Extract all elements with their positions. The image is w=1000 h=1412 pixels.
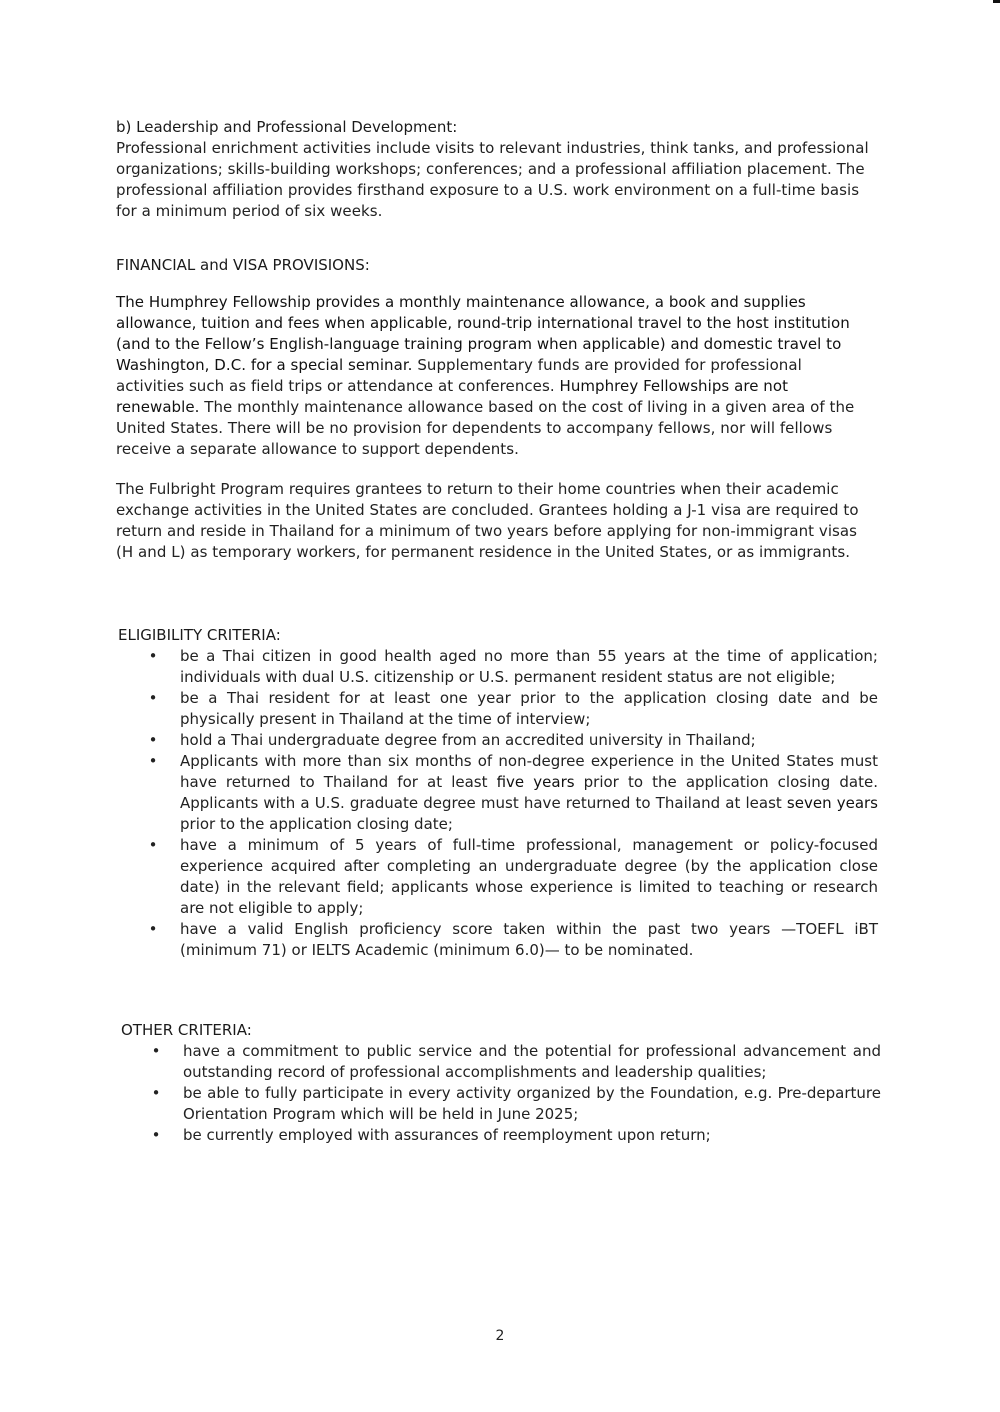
list-item: • hold a Thai undergraduate degree from an accredited university in Thailand; bbox=[148, 731, 756, 749]
five-years-text: five years bbox=[496, 773, 575, 791]
list-item: • Applicants with more than six months of non-degree experience in the United States must have returned to Thailand for at least five years prior to the application closing date. Applicants with a U.S. graduate degree must have returned to Thailand at least seven years prior to the application closing date; bbox=[148, 752, 878, 833]
bullet-icon: • bbox=[148, 836, 158, 854]
other-criteria-heading: OTHER CRITERIA: bbox=[121, 1021, 252, 1039]
fulbright-paragraph: The Fulbright Program requires grantees to return to their home countries when their academic exchange activities in the United States are concluded. Grantees holding a J-1 visa are required to return and reside in Thailand for a minimum of two years before applying for non-immigrant visas (H and L) as temporary workers, for permanent residence in the United States, or as immigrants. bbox=[116, 480, 859, 561]
bullet-icon: • bbox=[151, 1084, 161, 1102]
financial-regular-text: Supplementary funds are provided for professional activities such as field trips or attendance at conferences. bbox=[116, 356, 802, 395]
bullet-icon: • bbox=[148, 689, 158, 707]
list-item: • be a Thai resident for at least one year prior to the application closing date and be physically present in Thailand at the time of interview; bbox=[148, 689, 878, 728]
financial-section bbox=[116, 255, 876, 276]
eligibility-list bbox=[118, 646, 878, 961]
leadership-section bbox=[116, 117, 876, 222]
seven-years-text: seven years bbox=[786, 794, 878, 812]
bullet-icon: • bbox=[148, 752, 158, 770]
leadership-body: Professional enrichment activities include visits to relevant industries, think tanks, and professional organizations; skills-building workshops; conferences; and a professional affiliation placement. The professional affiliation provides firsthand exposure to a U.S. work environment on a full-time basis for a minimum period of six weeks. bbox=[116, 139, 869, 220]
list-item: • be able to fully participate in every activity organized by the Foundation, e.g. Pre-departure Orientation Program which will be held in June 2025; bbox=[151, 1084, 881, 1123]
financial-heading: FINANCIAL and VISA PROVISIONS: bbox=[116, 256, 370, 274]
financial-regular-text-2: The monthly maintenance allowance based on the cost of living in a given area of the United States. There will be no provision for dependents to accompany fellows, nor will fellows receive a separate allowance to support dependents. bbox=[116, 398, 855, 458]
bullet-icon: • bbox=[148, 920, 158, 938]
other-criteria-list bbox=[121, 1041, 881, 1146]
bullet-icon: • bbox=[148, 647, 158, 665]
bullet-icon: • bbox=[151, 1126, 161, 1144]
list-item: • have a minimum of 5 years of full-time professional, management or policy-focused experience acquired after completing an undergraduate degree (by the application close date) in the relevant field; applicants whose experience is limited to teaching or research are not eligible to apply; bbox=[148, 836, 878, 917]
eligibility-section bbox=[118, 625, 878, 961]
not-renewable-text: Humphrey Fellowships are not renewable. bbox=[116, 377, 789, 416]
eligibility-heading: ELIGIBILITY CRITERIA: bbox=[118, 626, 281, 644]
financial-paragraph-2 bbox=[116, 479, 876, 563]
leadership-heading: b) Leadership and Professional Development: bbox=[116, 118, 458, 136]
bullet-icon: • bbox=[148, 731, 158, 749]
bullet-icon: • bbox=[151, 1042, 161, 1060]
list-item: • have a commitment to public service and the potential for professional advancement and outstanding record of professional accomplishments and leadership qualities; bbox=[151, 1042, 881, 1081]
other-criteria-section bbox=[121, 1020, 881, 1146]
list-item: • be currently employed with assurances of reemployment upon return; bbox=[151, 1126, 711, 1144]
financial-paragraph-1 bbox=[116, 292, 872, 460]
list-item: • have a valid English proficiency score taken within the past two years —TOEFL iBT (minimum 71) or IELTS Academic (minimum 6.0)— to be nominated. bbox=[148, 920, 878, 959]
list-item: • be a Thai citizen in good health aged no more than 55 years at the time of application; individuals with dual U.S. citizenship or U.S. permanent resident status are not eligible; bbox=[148, 647, 878, 686]
page-number: 2 bbox=[495, 1328, 505, 1344]
scan-mark bbox=[993, 0, 1000, 3]
financial-bold-text: The Humphrey Fellowship provides a monthly maintenance allowance, a book and supplies allowance, tuition and fees when applicable, round-trip international travel to the host institution (and to the Fellow’s English-language training program when applicable) and domestic travel to Washington, D.C. for a special seminar. bbox=[116, 293, 850, 374]
